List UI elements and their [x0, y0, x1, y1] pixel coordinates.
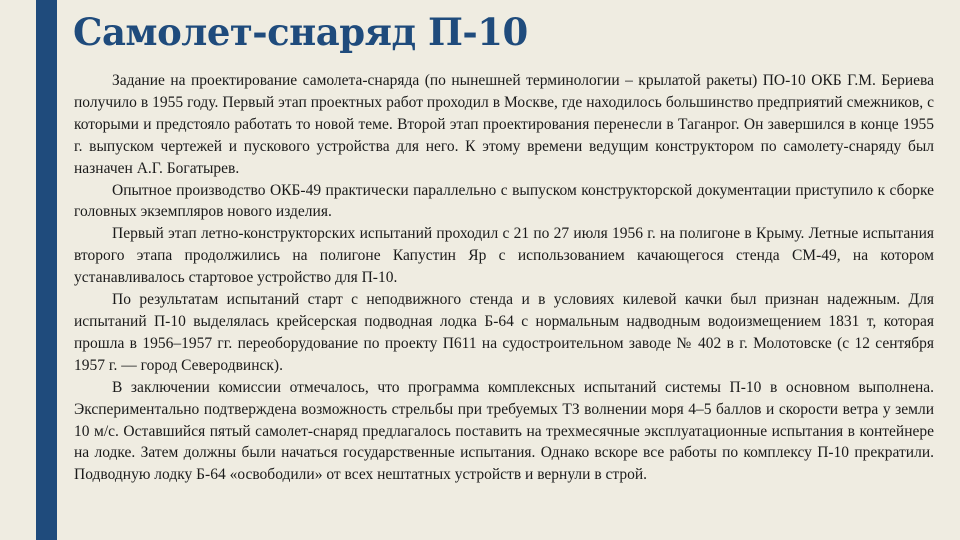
accent-side-bar [36, 0, 57, 540]
paragraph-1: Задание на проектирование самолета-снаряда (по нынешней терминологии – крылатой ракеты) ПО-10 ОКБ Г.М. Бериева получило в 1955 году. Первый этап проектных работ проходил в Москве, где находилось большинство предприятий смежников, с которыми и предстояло работать то новой теме. Второй этап проектирования перенесли в Таганрог. Он завершился в конце 1955 г. выпуском чертежей и пускового устройства для него. К этому времени ведущим конструктором по самолету-снаряду был назначен А.Г. Богатырев. [74, 72, 934, 177]
paragraph-5: В заключении комиссии отмечалось, что программа комплексных испытаний системы П-10 в основном выполнена. Экспериментально подтверждена возможность стрельбы при требуемых ТЗ волнении моря 4–5 баллов и скорости ветра у земли 10 м/с. Оставшийся пятый самолет-снаряд предлагалось поставить на трехмесячные эксплуатационные испытания в контейнере на лодке. Затем должны были начаться государственные испытания. Однако вскоре все работы по комплексу П-10 прекратили. Подводную лодку Б-64 «освободили» от всех нештатных устройств и вернули в строй. [74, 378, 934, 484]
slide-title: Самолет-снаряд П-10 [73, 10, 528, 54]
paragraph-2: Опытное производство ОКБ-49 практически параллельно с выпуском конструкторской документации приступило к сборке головных экземпляров нового изделия. [74, 181, 934, 221]
paragraph-4: По результатам испытаний старт с неподвижного стенда и в условиях килевой качки был признан надежным. Для испытаний П-10 выделялась крейсерская подводная лодка Б-64 с нормальным надводным водоизмещением 1831 т, которая прошла в 1956–1957 гг. переоборудование по проекту П611 на судостроительном заводе № 402 в г. Молотовске (с 12 сентября 1957 г. — город Северодвинск). [74, 291, 934, 374]
slide-body [74, 70, 934, 486]
paragraph-3: Первый этап летно-конструкторских испытаний проходил с 21 по 27 июля 1956 г. на полигоне в Крыму. Летные испытания второго этапа продолжились на полигоне Капустин Яр с использованием качающегося стенда СМ-49, на котором устанавливалось стартовое устройство для П-10. [74, 225, 934, 287]
